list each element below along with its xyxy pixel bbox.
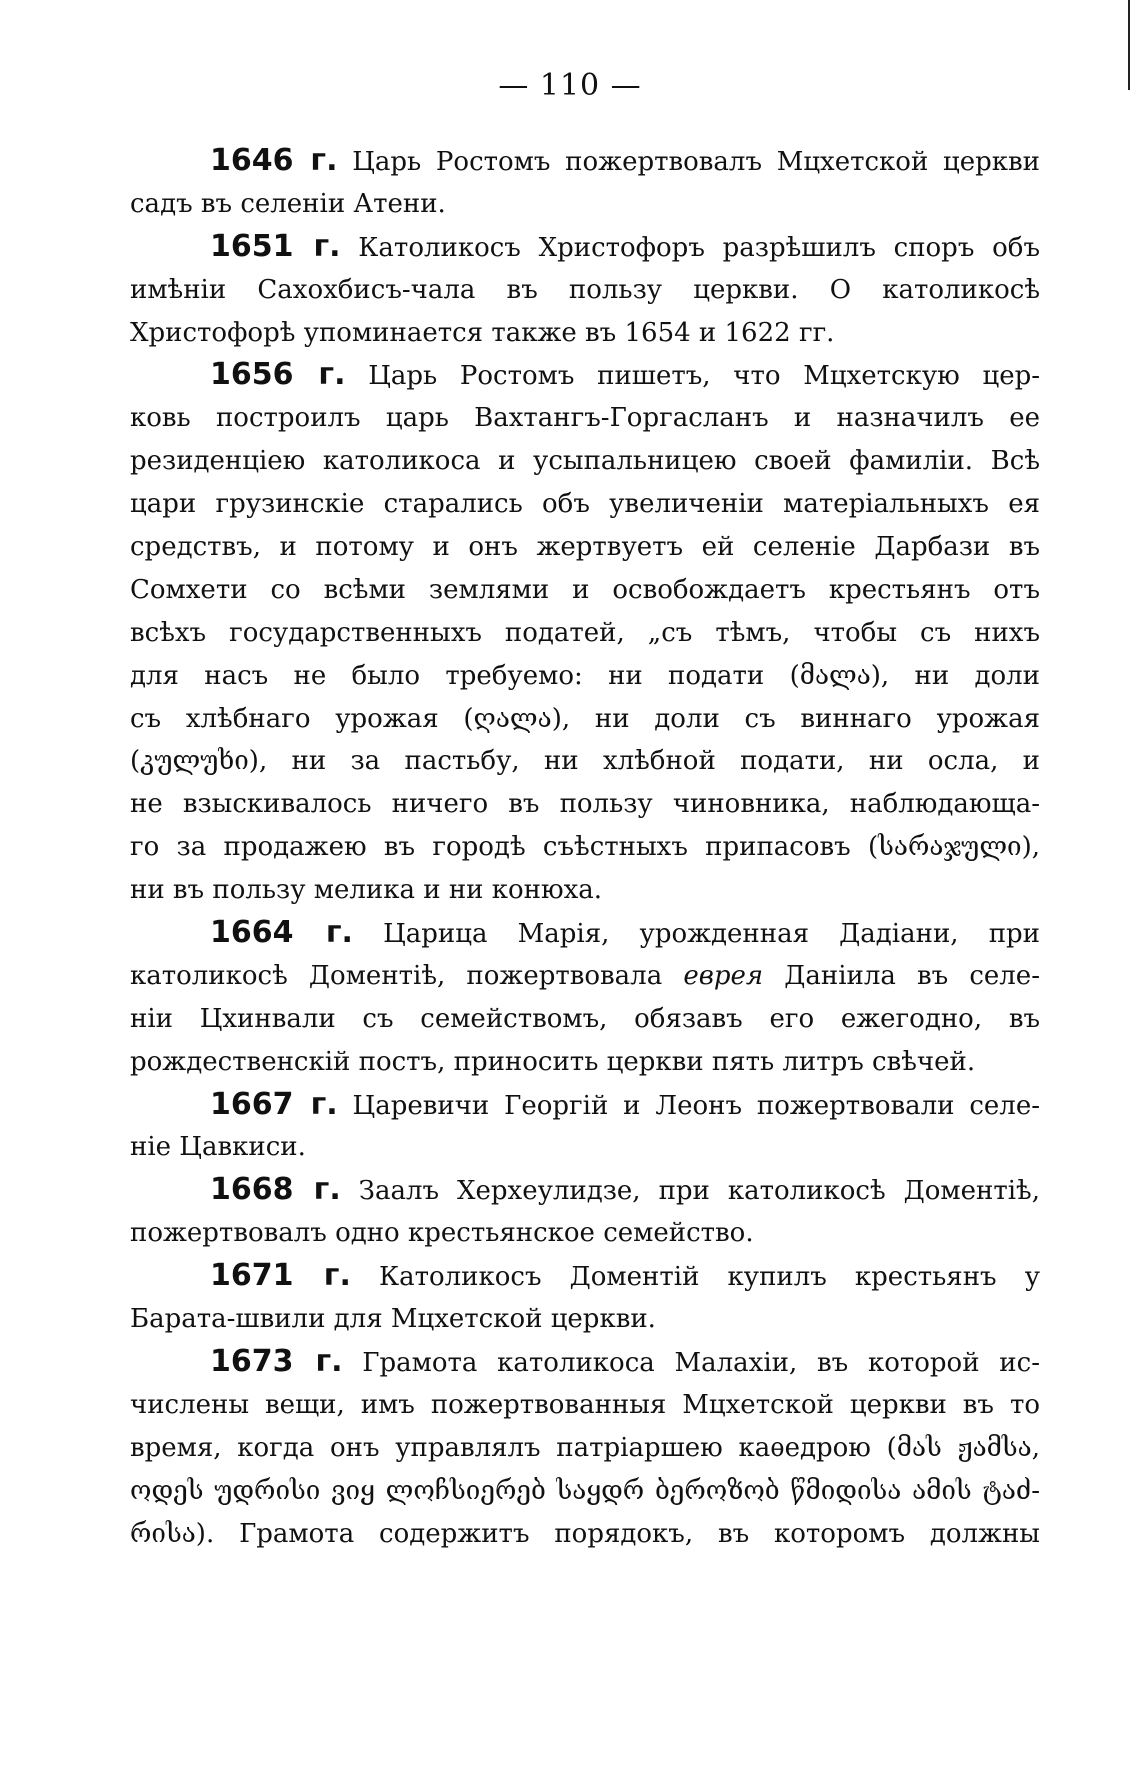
text-line: съ хлѣбнаго урожая (ღალა), ни доли съ виннаго урожая xyxy=(130,703,1040,734)
entry-1671 xyxy=(130,1255,1040,1341)
text-line: 1664 г. Царица Марія, урожденная Дадіани, при xyxy=(210,915,1040,951)
entry-year: 1656 г. xyxy=(210,357,346,393)
text-line: ніи Цхинвали съ семействомъ, обязавъ его ежегодно, въ xyxy=(130,1003,1040,1034)
text-line: для насъ не было требуемо: ни подати (მალა), ни доли xyxy=(130,660,1040,691)
entry-1673 xyxy=(130,1341,1040,1555)
text-line: 1671 г. Католикосъ Доментій купилъ крестьянъ у xyxy=(210,1258,1040,1294)
entry-1646 xyxy=(130,140,1040,226)
entry-year: 1651 г. xyxy=(210,228,341,264)
text-line: цари грузинскіе старались объ увеличеніи матеріальныхъ ея xyxy=(130,489,1040,520)
text-line: Сомхети со всѣми землями и освобождаетъ крестьянъ отъ xyxy=(130,574,1040,605)
entry-year: 1646 г. xyxy=(210,143,338,178)
text-line: Барата-швили для Мцхетской церкви. xyxy=(130,1304,656,1335)
text-line: резиденціею католикоса и усыпальницею своей фамиліи. Всѣ xyxy=(130,446,1040,477)
text-line: садъ въ селеніи Атени. xyxy=(130,188,446,219)
entry-1667 xyxy=(130,1084,1040,1170)
text-line: 1673 г. Грамота католикоса Малахіи, въ которой ис- xyxy=(210,1343,1040,1379)
page-number: — 110 — xyxy=(498,68,642,103)
text-line: рождественскій постъ, приносить церкви пять литръ свѣчей. xyxy=(130,1046,976,1077)
entry-year: 1664 г. xyxy=(210,915,353,951)
text-line: 1646 г. Царь Ростомъ пожертвовалъ Мцхетской церкви xyxy=(210,143,1040,178)
entry-1664 xyxy=(130,912,1040,1084)
entry-year: 1668 г. xyxy=(210,1172,341,1208)
entry-1668 xyxy=(130,1169,1040,1255)
text-line: რისა). Грамота содержитъ порядокъ, въ которомъ должны xyxy=(130,1518,1040,1549)
text-line: средствъ, и потому и онъ жертвуетъ ей селеніе Дарбази въ xyxy=(130,532,1040,563)
text-line: ніе Цавкиси. xyxy=(130,1132,306,1163)
text-line: пожертвовалъ одно крестьянское семейство. xyxy=(130,1218,754,1249)
text-line: 1667 г. Царевичи Георгій и Леонъ пожертвовали селе- xyxy=(210,1086,1040,1122)
entry-1651 xyxy=(130,226,1040,355)
text-line: числены вещи, имъ пожертвованныя Мцхетской церкви въ то xyxy=(130,1389,1040,1420)
text-line: имѣніи Сахохбисъ-чала въ пользу церкви. О католикосѣ xyxy=(130,274,1040,305)
text-line: Христофорѣ упоминается также въ 1654 и 1622 гг. xyxy=(130,317,835,348)
text-line: ни въ пользу мелика и ни конюха. xyxy=(130,875,603,906)
entry-year: 1673 г. xyxy=(210,1343,343,1379)
text-line: всѣхъ государственныхъ податей, „съ тѣмъ, чтобы съ нихъ xyxy=(130,617,1040,648)
text-line: католикосѣ Доментіѣ, пожертвовала еврея Даніила въ селе- xyxy=(130,960,1040,991)
page-text xyxy=(130,140,1040,1555)
text-line: не взыскивалось ничего въ пользу чиновника, наблюдающа- xyxy=(130,789,1040,820)
text-line: 1651 г. Католикосъ Христофоръ разрѣшилъ споръ объ xyxy=(210,228,1040,264)
entry-1656 xyxy=(130,354,1040,912)
text-line: го за продажею въ городѣ съѣстныхъ припасовъ (სარაჯული), xyxy=(130,832,1040,863)
text-line: (კულუხი), ни за пастьбу, ни хлѣбной подати, ни осла, и xyxy=(130,746,1040,777)
text-line: 1668 г. Заалъ Херхеулидзе, при католикосѣ Доментіѣ, xyxy=(210,1172,1040,1208)
text-line: ოდეს უდრისი ვიყ ლოჩსიერებ საყდრ ბეროზობ წმიდისა ამის ტაძ- xyxy=(130,1475,1040,1506)
text-line: 1656 г. Царь Ростомъ пишетъ, что Мцхетскую цер- xyxy=(210,357,1040,393)
entry-year: 1667 г. xyxy=(210,1086,338,1122)
entry-year: 1671 г. xyxy=(210,1258,351,1294)
text-line: время, когда онъ управлялъ патріаршею каѳедрою (მას ჟამსა, xyxy=(130,1432,1040,1463)
text-line: ковь построилъ царь Вахтангъ-Горгасланъ и назначилъ ее xyxy=(130,403,1040,434)
italic-word: еврея xyxy=(683,960,764,991)
